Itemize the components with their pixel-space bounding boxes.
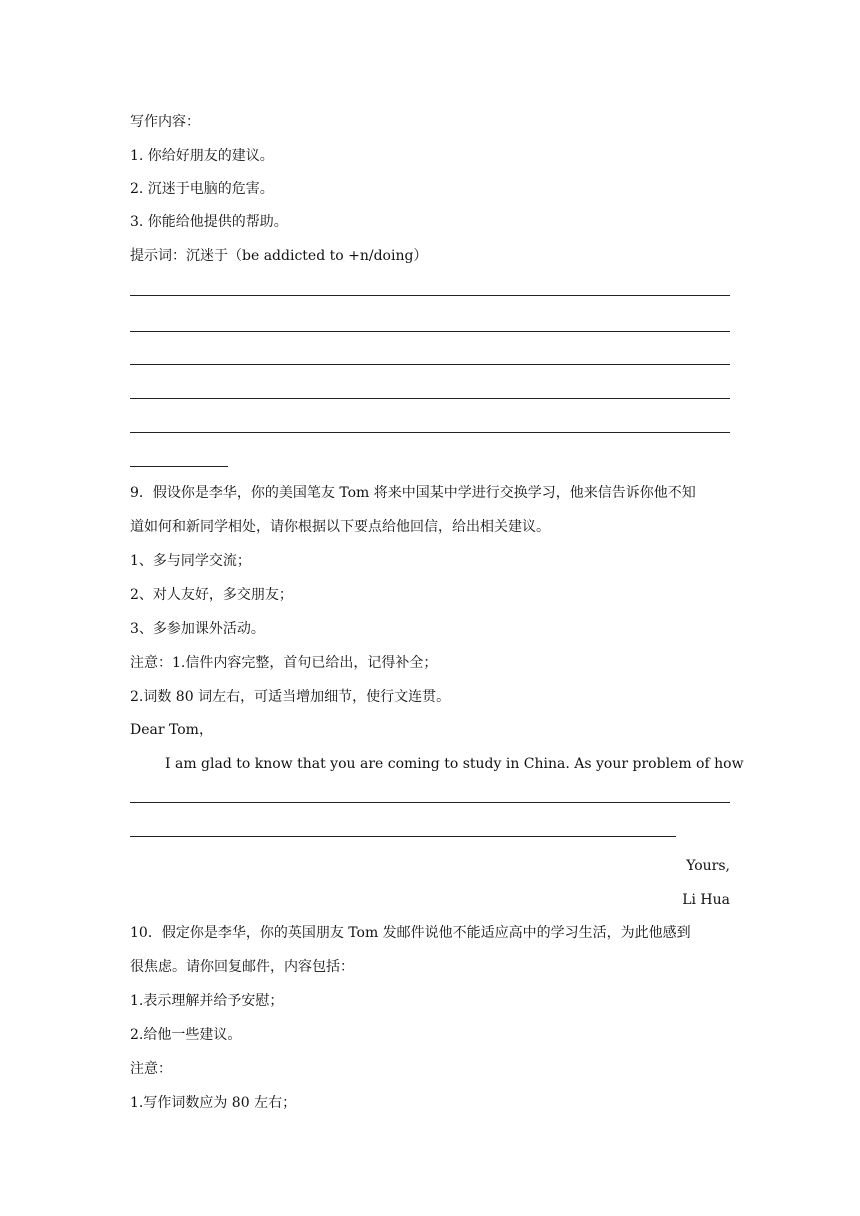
- note-text: 注意：1.信件内容完整，首句已给出，记得补全；: [130, 655, 438, 671]
- opening-sentence: I am glad to know that you are coming to study in China. As your problem of how: [165, 756, 744, 772]
- salutation: Dear Tom，: [130, 722, 213, 738]
- question-10-prompt: 10．假定你是李华，你的英国朋友 Tom 发邮件说他不能适应高中的学习生活，为此他感到: [130, 925, 691, 941]
- answer-line: [130, 432, 730, 433]
- list-item: 2、对人友好，多交朋友；: [130, 587, 293, 603]
- question-10-prompt: 很焦虑。请你回复邮件，内容包括：: [130, 959, 354, 975]
- list-item: 3、多参加课外活动。: [130, 621, 265, 637]
- answer-line: [130, 802, 730, 803]
- answer-line: [130, 398, 730, 399]
- list-item: 1、多与同学交流；: [130, 553, 251, 569]
- list-item: 1. 你给好朋友的建议。: [130, 148, 274, 164]
- content-label: 写作内容：: [130, 114, 200, 130]
- letter-closing: Yours,: [686, 858, 730, 874]
- list-item: 2.给他一些建议。: [130, 1027, 242, 1043]
- letter-signature: Li Hua: [682, 892, 730, 908]
- answer-line: [130, 331, 730, 332]
- note-text: 2.词数 80 词左右，可适当增加细节，使行文连贯。: [130, 689, 451, 705]
- answer-line: [130, 466, 228, 467]
- answer-line: [130, 836, 676, 837]
- question-9-prompt: 9．假设你是李华，你的美国笔友 Tom 将来中国某中学进行交换学习，他来信告诉你他不知: [130, 485, 696, 501]
- hint-text: 提示词：沉迷于（be addicted to +n/doing）: [130, 248, 428, 264]
- question-9-prompt: 道如何和新同学相处，请你根据以下要点给他回信，给出相关建议。: [130, 519, 550, 535]
- answer-line: [130, 364, 730, 365]
- note-label: 注意：: [130, 1061, 172, 1077]
- answer-line: [130, 295, 730, 296]
- note-text: 1.写作词数应为 80 左右；: [130, 1095, 297, 1111]
- list-item: 1.表示理解并给予安慰；: [130, 993, 284, 1009]
- list-item: 2. 沉迷于电脑的危害。: [130, 181, 274, 197]
- list-item: 3. 你能给他提供的帮助。: [130, 214, 288, 230]
